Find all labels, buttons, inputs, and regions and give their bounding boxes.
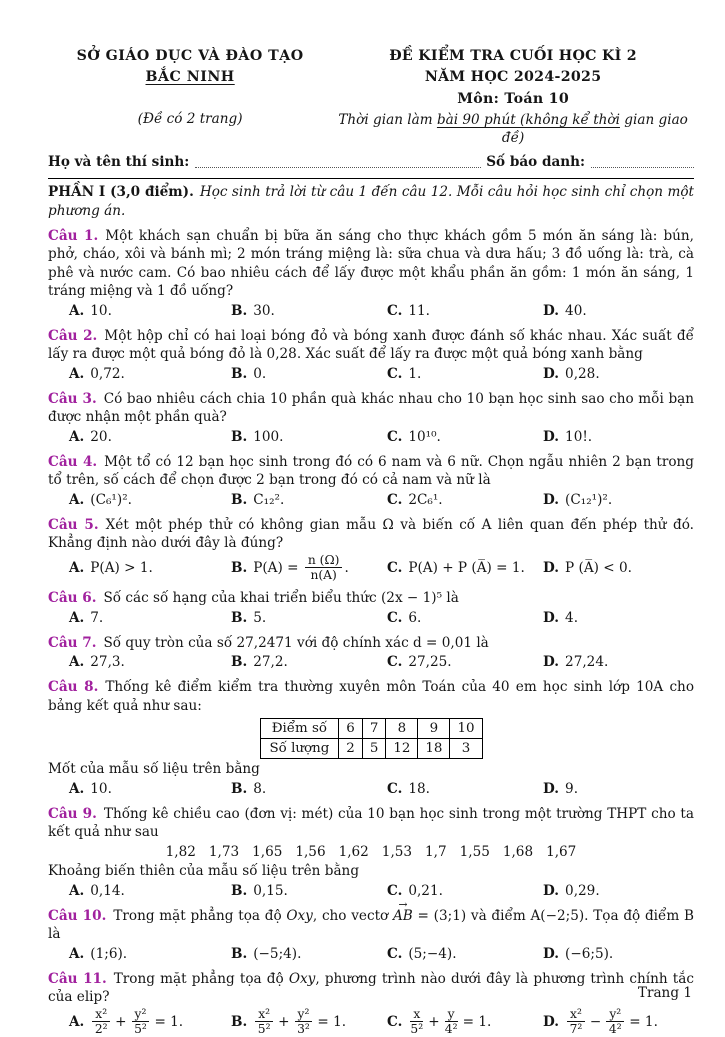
option-letter: A. <box>69 1013 85 1030</box>
header-right <box>332 46 694 148</box>
question-5-text <box>48 516 694 553</box>
time-limit-underlined: bài 90 phút (không kể thời <box>436 111 620 128</box>
option-value: 0,29. <box>565 882 600 899</box>
fraction <box>92 1007 110 1036</box>
option-value: 0. <box>253 365 267 382</box>
question-2-options <box>48 365 694 383</box>
option-d <box>543 780 694 798</box>
exam-header <box>48 46 694 148</box>
option-value: 0,28. <box>565 365 600 382</box>
option-value: 0,15. <box>253 882 288 899</box>
question-4-options <box>48 491 694 509</box>
option-letter: D. <box>543 491 560 508</box>
vector-ab-text: AB <box>392 907 413 924</box>
option-value: (−5;4). <box>253 945 302 962</box>
question-4-text <box>48 453 694 490</box>
option-c <box>387 653 543 671</box>
time-limit <box>332 111 694 148</box>
question-8-body: Thống kê điểm kiểm tra thường xuyên môn Toán của 40 em học sinh lớp 10A cho bảng kết quả như sau: <box>48 679 694 714</box>
question-5-options <box>48 554 694 583</box>
option-value: 10¹⁰. <box>408 428 441 445</box>
table-cell: 10 <box>450 719 482 739</box>
option-letter: C. <box>387 365 403 382</box>
option-c <box>387 609 543 627</box>
option-letter: C. <box>387 302 403 319</box>
question-1-body: Một khách sạn chuẩn bị bữa ăn sáng cho thực khách gồm 5 món ăn sáng là: bún, phở, cháo, xôi và bánh mì; 2 món tráng miệng là: sữa chua và dưa hấu; 3 đồ uống là: trà, cà phê và nước cam. Có bao nhiêu cách để lấy được một khẩu phần ăn gồm: 1 món ăn sáng, 1 tráng miệng và 1 đồ uống? <box>48 227 694 300</box>
option-letter: C. <box>387 609 403 626</box>
option-d <box>543 882 694 900</box>
option-a <box>69 882 231 900</box>
question-11-text <box>48 970 694 1007</box>
fraction <box>445 1007 458 1036</box>
fraction-denominator: 5² <box>410 1021 424 1036</box>
option-value: 27,24. <box>565 654 609 671</box>
question-4 <box>48 453 694 509</box>
student-name-label: Họ và tên thí sinh: <box>48 153 190 170</box>
table-cell: 2 <box>339 739 363 759</box>
table-row <box>260 739 482 759</box>
option-value: (C₁₂¹)². <box>565 491 613 508</box>
fraction-denominator: 4² <box>444 1021 458 1036</box>
option-b <box>231 609 387 627</box>
option-b <box>231 882 387 900</box>
option-letter: C. <box>387 945 403 962</box>
option-letter: A. <box>69 654 85 671</box>
question-4-label: Câu 4. <box>48 453 98 470</box>
fraction-denominator: 4² <box>608 1021 622 1036</box>
header-divider <box>48 178 694 179</box>
option-letter: B. <box>231 1013 248 1030</box>
option-value: C₁₂². <box>253 491 285 508</box>
option-value: 27,3. <box>90 654 125 671</box>
option-letter: C. <box>387 491 403 508</box>
option-value: P(A) > 1. <box>90 559 153 576</box>
option-a <box>69 780 231 798</box>
question-4-body: Một tổ có 12 bạn học sinh trong đó có 6 nam và 6 nữ. Chọn ngẫu nhiên 2 bạn trong tổ trên, số cách để chọn được 2 bạn trong đó có cả nam và nữ là <box>48 453 694 489</box>
option-c <box>387 428 543 446</box>
option-d <box>543 945 694 963</box>
option-b <box>231 945 387 963</box>
subject-line: Môn: Toán 10 <box>457 90 570 107</box>
option-a <box>69 365 231 383</box>
option-letter: D. <box>543 609 560 626</box>
option-a <box>69 491 231 509</box>
question-2-label: Câu 2. <box>48 327 98 344</box>
question-10-label: Câu 10. <box>48 907 107 924</box>
question-11 <box>48 970 694 1037</box>
question-10-text <box>48 907 694 944</box>
student-name-blank-line <box>195 167 481 168</box>
option-c <box>387 559 543 577</box>
option-a <box>69 1008 231 1037</box>
question-1-options <box>48 302 694 320</box>
option-b <box>231 365 387 383</box>
option-d <box>543 1008 694 1037</box>
option-letter: C. <box>387 882 403 899</box>
option-value: 100. <box>253 428 284 445</box>
question-9-options <box>48 882 694 900</box>
option-letter: C. <box>387 428 403 445</box>
table-header-cell: Số lượng <box>260 739 339 759</box>
option-b <box>231 653 387 671</box>
vector-ab <box>393 907 413 925</box>
option-letter: D. <box>543 365 560 382</box>
option-d <box>543 365 694 383</box>
table-cell: 6 <box>339 719 363 739</box>
question-7-text <box>48 634 694 652</box>
question-5-label: Câu 5. <box>48 516 99 533</box>
option-value: 0,72. <box>90 365 125 382</box>
question-9-label: Câu 9. <box>48 805 97 822</box>
department-name: SỞ GIÁO DỤC VÀ ĐÀO TẠO <box>76 48 304 64</box>
option-c <box>387 491 543 509</box>
question-8-label: Câu 8. <box>48 679 99 696</box>
option-value <box>565 1006 661 1036</box>
option-value: 5. <box>253 609 267 626</box>
question-7-label: Câu 7. <box>48 634 97 651</box>
question-8-options <box>48 780 694 798</box>
option-letter: D. <box>543 654 560 671</box>
option-letter: A. <box>69 491 85 508</box>
option-value: 18. <box>408 780 430 797</box>
option-value: 20. <box>90 428 112 445</box>
option-a <box>69 653 231 671</box>
question-2-text <box>48 327 694 364</box>
option-value <box>253 1006 349 1036</box>
option-value: 11. <box>408 302 430 319</box>
option-a <box>69 945 231 963</box>
part1-label: PHẦN I (3,0 điểm). <box>48 184 194 201</box>
option-value: 27,25. <box>408 654 452 671</box>
option-b <box>231 780 387 798</box>
option-value: (C₆¹)². <box>90 491 132 508</box>
option-value <box>90 1006 186 1036</box>
fraction-numerator: x² <box>255 1007 273 1022</box>
option-letter: B. <box>231 559 248 576</box>
fraction-denominator: 5² <box>134 1021 147 1036</box>
fraction-numerator: x² <box>567 1007 585 1022</box>
fraction-numerator: y <box>445 1007 458 1022</box>
option-d <box>543 428 694 446</box>
fraction <box>567 1007 585 1036</box>
option-letter: C. <box>387 559 403 576</box>
fraction <box>606 1007 624 1036</box>
question-6-body: Số các số hạng của khai triển biểu thức (2x − 1)⁵ là <box>103 590 459 607</box>
province-name: BẮC NINH <box>145 69 235 86</box>
question-1 <box>48 227 694 320</box>
height-data-line: 1,82 1,73 1,65 1,56 1,62 1,53 1,7 1,55 1,68 1,67 <box>165 843 577 860</box>
fraction-denominator: n(A) <box>310 567 337 582</box>
option-value: (5;−4). <box>408 945 457 962</box>
option-value: 30. <box>253 302 275 319</box>
option-value: 2C₆¹. <box>408 491 443 508</box>
option-b <box>231 1008 387 1037</box>
table-cell: 3 <box>450 739 482 759</box>
option-c <box>387 882 543 900</box>
question-3-text <box>48 390 694 427</box>
fraction-numerator: y² <box>132 1007 150 1022</box>
option-value: 4. <box>565 609 579 626</box>
option-value: 6. <box>408 609 422 626</box>
question-1-text <box>48 227 694 301</box>
fraction-numerator: n (Ω) <box>305 553 343 568</box>
question-9-text <box>48 805 694 842</box>
option-c <box>387 945 543 963</box>
option-c <box>387 1008 543 1037</box>
page-count-note: (Đề có 2 trang) <box>137 110 243 127</box>
question-6-text <box>48 589 694 607</box>
question-9-followup: Khoảng biến thiên của mẫu số liệu trên bằng <box>48 863 360 880</box>
fraction-numerator: x² <box>92 1007 110 1022</box>
equals-one: = 1. <box>629 1013 658 1030</box>
question-3-body: Có bao nhiêu cách chia 10 phần quà khác nhau cho 10 bạn học sinh sao cho mỗi bạn được nhận một phần quà? <box>48 390 694 426</box>
question-6-label: Câu 6. <box>48 590 97 607</box>
option-value: 0,21. <box>408 882 443 899</box>
equals-one: = 1. <box>317 1013 347 1030</box>
table-row <box>260 719 482 739</box>
option-value: (1;6). <box>90 945 128 962</box>
fraction-numerator: y² <box>295 1007 313 1022</box>
candidate-info-row <box>48 153 694 171</box>
option-letter: C. <box>387 780 403 797</box>
option-value: 27,2. <box>253 654 288 671</box>
fraction-numerator: x <box>410 1007 423 1022</box>
option-letter: A. <box>69 559 85 576</box>
fraction <box>410 1007 423 1036</box>
question-1-label: Câu 1. <box>48 227 99 244</box>
option-b <box>231 428 387 446</box>
question-11-options <box>48 1008 694 1037</box>
option-value: 10. <box>90 302 112 319</box>
option-letter: A. <box>69 882 85 899</box>
option-letter: D. <box>543 945 560 962</box>
question-3-label: Câu 3. <box>48 390 97 407</box>
operator: + <box>278 1013 290 1030</box>
fraction <box>305 553 343 582</box>
option-value: 1. <box>408 365 422 382</box>
question-11-run2: , phương trình nào dưới đây là phương trình chính tắc của elip? <box>48 970 694 1006</box>
option-value: 9. <box>565 780 579 797</box>
student-id-blank-line <box>591 167 694 168</box>
question-2 <box>48 327 694 383</box>
option-letter: D. <box>543 559 560 576</box>
question-6-options <box>48 609 694 627</box>
formula-prefix: P(A) = <box>253 559 303 576</box>
question-10 <box>48 907 694 963</box>
table-cell: 5 <box>362 739 386 759</box>
header-left <box>48 46 332 148</box>
question-8 <box>48 678 694 798</box>
question-10-run1: Trong mặt phẳng tọa độ <box>113 907 287 924</box>
question-8-text <box>48 678 694 715</box>
option-b <box>231 491 387 509</box>
table-cell: 8 <box>386 719 418 739</box>
question-6 <box>48 589 694 627</box>
option-letter: D. <box>543 428 560 445</box>
formula-suffix: . <box>344 559 349 576</box>
option-letter: B. <box>231 654 248 671</box>
question-10-options <box>48 945 694 963</box>
option-value: 8. <box>253 780 267 797</box>
option-value: 10. <box>90 780 112 797</box>
operator: + <box>428 1013 440 1030</box>
option-letter: A. <box>69 365 85 382</box>
option-letter: B. <box>231 428 248 445</box>
option-letter: A. <box>69 428 85 445</box>
fraction-denominator: 3² <box>297 1021 310 1036</box>
option-value: P(A) + P (A̅) = 1. <box>408 559 525 576</box>
fraction-denominator: 2² <box>94 1021 108 1036</box>
fraction-numerator: y² <box>606 1007 624 1022</box>
fraction <box>132 1007 150 1036</box>
question-5 <box>48 516 694 583</box>
option-value: 10!. <box>565 428 593 445</box>
option-d <box>543 302 694 320</box>
page-number: Trang 1 <box>637 985 692 1001</box>
question-11-run1: Trong mặt phẳng tọa độ <box>113 970 289 987</box>
question-8-followup: Mốt của mẫu số liệu trên bằng <box>48 761 260 778</box>
question-7-options <box>48 653 694 671</box>
table-cell: 12 <box>386 739 418 759</box>
option-c <box>387 302 543 320</box>
option-letter: A. <box>69 945 85 962</box>
table-cell: 7 <box>362 719 386 739</box>
option-letter: B. <box>231 609 248 626</box>
table-header-cell: Điểm số <box>260 719 339 739</box>
option-letter: C. <box>387 1013 403 1030</box>
option-a <box>69 609 231 627</box>
option-value: 0,14. <box>90 882 125 899</box>
table-cell: 9 <box>418 719 450 739</box>
option-letter: B. <box>231 365 248 382</box>
option-value <box>408 1006 494 1036</box>
question-3 <box>48 390 694 446</box>
fraction-denominator: 5² <box>257 1021 271 1036</box>
student-id-label: Số báo danh: <box>486 153 586 170</box>
question-9 <box>48 805 694 900</box>
option-letter: D. <box>543 882 560 899</box>
option-d <box>543 653 694 671</box>
option-a <box>69 302 231 320</box>
question-11-label: Câu 11. <box>48 970 107 987</box>
option-d <box>543 559 694 577</box>
option-a <box>69 428 231 446</box>
question-5-body: Xét một phép thử có không gian mẫu Ω và biến cố A liên quan đến phép thử đó. Khẳng định nào dưới đây là đúng? <box>48 516 694 552</box>
option-letter: B. <box>231 302 248 319</box>
oxy-plane: Oxy <box>288 970 316 987</box>
option-letter: B. <box>231 491 248 508</box>
question-7-body: Số quy tròn của số 27,2471 với độ chính xác d = 0,01 là <box>103 634 489 651</box>
option-value: (−6;5). <box>565 945 614 962</box>
question-3-options <box>48 428 694 446</box>
fraction-denominator: 7² <box>569 1021 583 1036</box>
option-c <box>387 780 543 798</box>
question-10-run2: , cho vectơ <box>312 907 393 924</box>
option-letter: A. <box>69 302 85 319</box>
option-d <box>543 609 694 627</box>
option-value: 40. <box>565 302 587 319</box>
option-letter: B. <box>231 780 248 797</box>
table-cell: 18 <box>418 739 450 759</box>
option-letter: D. <box>543 302 560 319</box>
option-d <box>543 491 694 509</box>
time-limit-post: gian giao đề) <box>501 111 688 147</box>
option-a <box>69 559 231 577</box>
question-2-body: Một hộp chỉ có hai loại bóng đỏ và bóng xanh được đánh số khác nhau. Xác suất để lấy ra được một quả bóng đỏ là 0,28. Xác suất để lấy ra được một quả bóng xanh bằng <box>48 327 694 363</box>
equals-one: = 1. <box>154 1013 184 1030</box>
school-year: NĂM HỌC 2024-2025 <box>424 69 602 86</box>
option-letter: A. <box>69 780 85 797</box>
option-b <box>231 302 387 320</box>
question-9-body: Thống kê chiều cao (đơn vị: mét) của 10 bạn học sinh trong một trường THPT cho ta kết quả như sau <box>48 805 695 841</box>
option-letter: D. <box>543 1013 560 1030</box>
option-c <box>387 365 543 383</box>
equals-one: = 1. <box>462 1013 492 1030</box>
fraction <box>295 1007 313 1036</box>
operator: + <box>115 1013 127 1030</box>
option-value: P (A̅) < 0. <box>565 559 632 576</box>
score-table <box>260 718 483 759</box>
oxy-plane: Oxy <box>286 907 313 924</box>
option-b <box>231 554 387 583</box>
part1-instruction: Học sinh trả lời từ câu 1 đến câu 12. Mỗi câu hỏi học sinh chỉ chọn một phương án. <box>48 184 695 219</box>
option-letter: B. <box>231 882 248 899</box>
question-10-run3: = (3;1) và điểm A(−2;5). Tọa độ điểm B là <box>48 907 694 943</box>
option-letter: C. <box>387 654 403 671</box>
option-letter: D. <box>543 780 560 797</box>
fraction <box>255 1007 273 1036</box>
option-letter: A. <box>69 609 85 626</box>
option-letter: B. <box>231 945 248 962</box>
exam-title: ĐỀ KIỂM TRA CUỐI HỌC KÌ 2 <box>389 48 637 64</box>
part1-heading <box>48 183 694 220</box>
option-value: 7. <box>90 609 104 626</box>
time-limit-pre: Thời gian làm <box>338 111 437 128</box>
question-7 <box>48 634 694 672</box>
operator: − <box>589 1013 602 1030</box>
